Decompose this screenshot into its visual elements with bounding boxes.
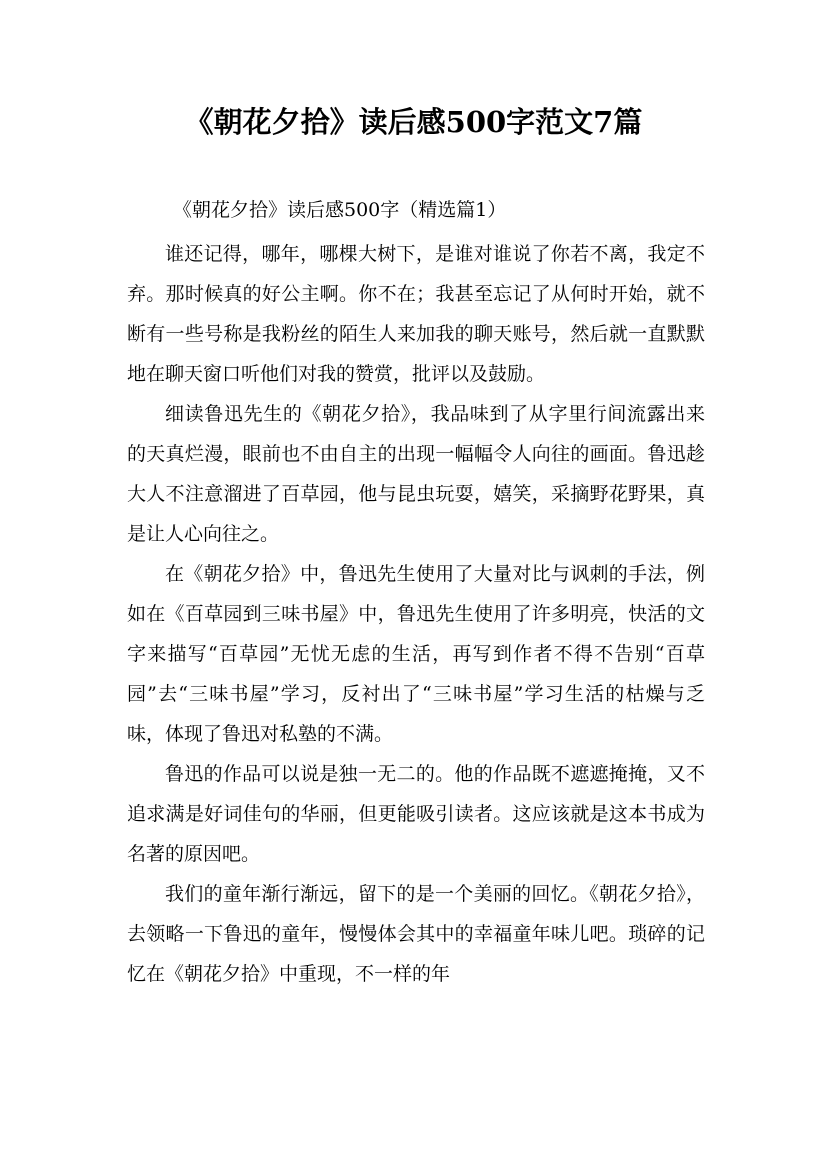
paragraph: 谁还记得，哪年，哪棵大树下，是谁对谁说了你若不离，我定不弃。那时候真的好公主啊。你不在；我甚至忘记了从何时开始，就不断有一些号称是我粉丝的陌生人来加我的聊天账号，然后就一直默默地在聊天窗口听他们对我的赞赏，批评以及鼓励。 [127,243,705,385]
paragraph: 鲁迅的作品可以说是独一无二的。他的作品既不遮遮掩掩，又不追求满是好词佳句的华丽，但更能吸引读者。这应该就是这本书成为名著的原因吧。 [127,763,705,865]
paragraph: 在《朝花夕拾》中，鲁迅先生使用了大量对比与讽刺的手法，例如在《百草园到三味书屋》中，鲁迅先生使用了许多明亮，快活的文字来描写“百草园”无忧无虑的生活，再写到作者不得不告别“百草园”去“三味书屋”学习，反衬出了“三味书屋”学习生活的枯燥与乏味，体现了鲁迅对私塾的不满。 [127,563,705,745]
document-title: 《朝花夕拾》读后感500字范文7篇 [184,105,643,139]
body-text [127,234,705,994]
paragraph: 细读鲁迅先生的《朝花夕拾》，我品味到了从字里行间流露出来的天真烂漫，眼前也不由自主的出现一幅幅令人向往的画面。鲁迅趁大人不注意溜进了百草园，他与昆虫玩耍，嬉笑，采摘野花野果，真是让人心向往之。 [127,403,705,545]
section-heading: 《朝花夕拾》读后感500字（精选篇1） [173,199,507,221]
paragraph: 我们的童年渐行渐远，留下的是一个美丽的回忆。《朝花夕拾》，去领略一下鲁迅的童年，慢慢体会其中的幸福童年味儿吧。琐碎的记忆在《朝花夕拾》中重现，不一样的年 [127,883,705,985]
